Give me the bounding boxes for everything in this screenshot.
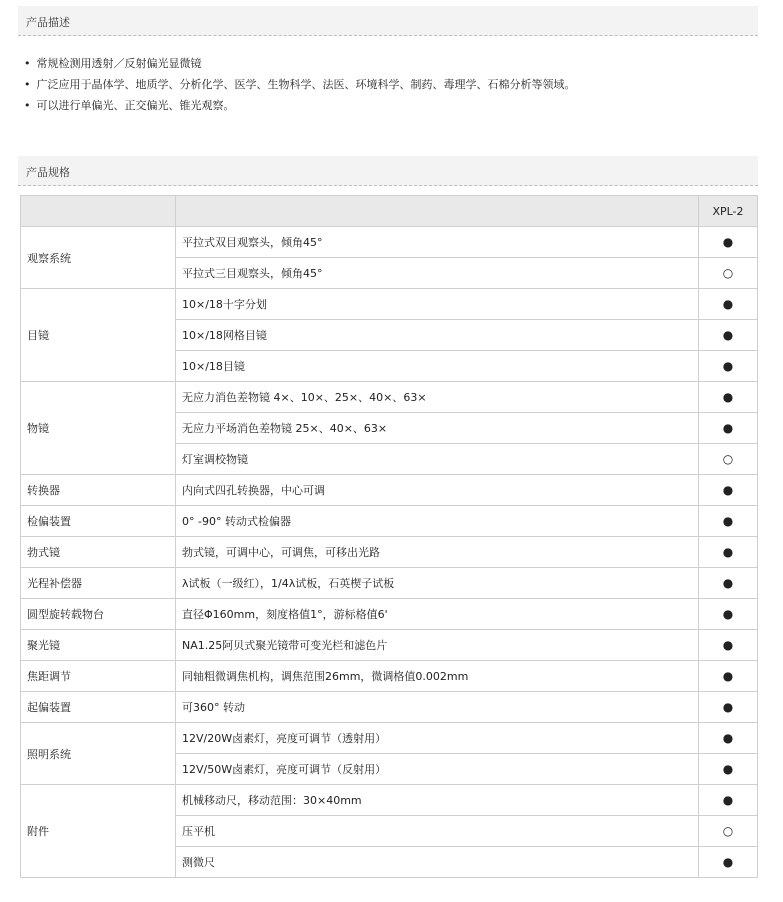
standard-dot-icon: ●: [699, 227, 758, 258]
optional-circle-icon: ○: [699, 816, 758, 847]
spec-cell: 测微尺: [176, 847, 699, 878]
list-item: • 常规检测用透射／反射偏光显微镜: [24, 53, 576, 74]
standard-dot-icon: ●: [699, 599, 758, 630]
table-row: [21, 692, 758, 723]
spec-cell: 12V/20W卤素灯，亮度可调节（透射用）: [176, 723, 699, 754]
list-item: • 可以进行单偏光、正交偏光、锥光观察。: [24, 95, 576, 116]
optional-circle-icon: ○: [699, 258, 758, 289]
table-row: [21, 382, 758, 413]
header-spec: [176, 196, 699, 227]
table-row: [21, 475, 758, 506]
category-cell: 光程补偿器: [21, 568, 176, 599]
table-row: [21, 537, 758, 568]
table-row: [21, 599, 758, 630]
spec-cell: 10×/18网格目镜: [176, 320, 699, 351]
category-cell: 聚光镜: [21, 630, 176, 661]
section-title: 产品规格: [26, 166, 70, 179]
category-cell: 照明系统: [21, 723, 176, 785]
spec-cell: 压平机: [176, 816, 699, 847]
spec-cell: 平拉式三目观察头，倾角45°: [176, 258, 699, 289]
spec-cell: 无应力平场消色差物镜 25×、40×、63×: [176, 413, 699, 444]
spec-cell: 无应力消色差物镜 4×、10×、25×、40×、63×: [176, 382, 699, 413]
spec-cell: 内向式四孔转换器，中心可调: [176, 475, 699, 506]
spec-cell: 可360° 转动: [176, 692, 699, 723]
spec-cell: 12V/50W卤素灯，亮度可调节（反射用）: [176, 754, 699, 785]
category-cell: 焦距调节: [21, 661, 176, 692]
standard-dot-icon: ●: [699, 289, 758, 320]
standard-dot-icon: ●: [699, 351, 758, 382]
standard-dot-icon: ●: [699, 537, 758, 568]
category-cell: 圆型旋转载物台: [21, 599, 176, 630]
standard-dot-icon: ●: [699, 692, 758, 723]
standard-dot-icon: ●: [699, 568, 758, 599]
table-row: [21, 785, 758, 816]
standard-dot-icon: ●: [699, 320, 758, 351]
table-row: [21, 568, 758, 599]
standard-dot-icon: ●: [699, 382, 758, 413]
standard-dot-icon: ●: [699, 630, 758, 661]
standard-dot-icon: ●: [699, 475, 758, 506]
spec-cell: 机械移动尺，移动范围：30×40mm: [176, 785, 699, 816]
standard-dot-icon: ●: [699, 506, 758, 537]
header-category: [21, 196, 176, 227]
standard-dot-icon: ●: [699, 661, 758, 692]
header-model: XPL-2: [699, 196, 758, 227]
standard-dot-icon: ●: [699, 754, 758, 785]
section-header-specs: [18, 156, 758, 186]
spec-cell: 勃式镜，可调中心，可调焦，可移出光路: [176, 537, 699, 568]
standard-dot-icon: ●: [699, 413, 758, 444]
category-cell: 检偏装置: [21, 506, 176, 537]
standard-dot-icon: ●: [699, 723, 758, 754]
spec-cell: NA1.25阿贝式聚光镜带可变光栏和滤色片: [176, 630, 699, 661]
standard-dot-icon: ●: [699, 785, 758, 816]
spec-cell: 同轴粗微调焦机构，调焦范围26mm，微调格值0.002mm: [176, 661, 699, 692]
category-cell: 附件: [21, 785, 176, 878]
table-row: [21, 506, 758, 537]
category-cell: 物镜: [21, 382, 176, 475]
spec-cell: 直径Φ160mm，刻度格值1°，游标格值6': [176, 599, 699, 630]
category-cell: 观察系统: [21, 227, 176, 289]
feature-list: [24, 53, 576, 116]
table-row: [21, 630, 758, 661]
list-item: • 广泛应用于晶体学、地质学、分析化学、医学、生物科学、法医、环境科学、制药、毒理学、石棉分析等领域。: [24, 74, 576, 95]
table-row: [21, 661, 758, 692]
category-cell: 起偏装置: [21, 692, 176, 723]
table-row: [21, 723, 758, 754]
table-body: [21, 227, 758, 878]
table-row: [21, 289, 758, 320]
standard-dot-icon: ●: [699, 847, 758, 878]
table-header-row: [21, 196, 758, 227]
category-cell: 目镜: [21, 289, 176, 382]
spec-cell: 灯室调校物镜: [176, 444, 699, 475]
spec-cell: 10×/18十字分划: [176, 289, 699, 320]
optional-circle-icon: ○: [699, 444, 758, 475]
spec-cell: 平拉式双目观察头，倾角45°: [176, 227, 699, 258]
section-header-description: [18, 6, 758, 36]
category-cell: 勃式镜: [21, 537, 176, 568]
section-title: 产品描述: [26, 16, 70, 29]
spec-cell: λ试板（一级红），1/4λ试板，石英楔子试板: [176, 568, 699, 599]
spec-table: [20, 195, 758, 878]
spec-cell: 10×/18目镜: [176, 351, 699, 382]
spec-cell: 0° -90° 转动式检偏器: [176, 506, 699, 537]
table-row: [21, 227, 758, 258]
category-cell: 转换器: [21, 475, 176, 506]
